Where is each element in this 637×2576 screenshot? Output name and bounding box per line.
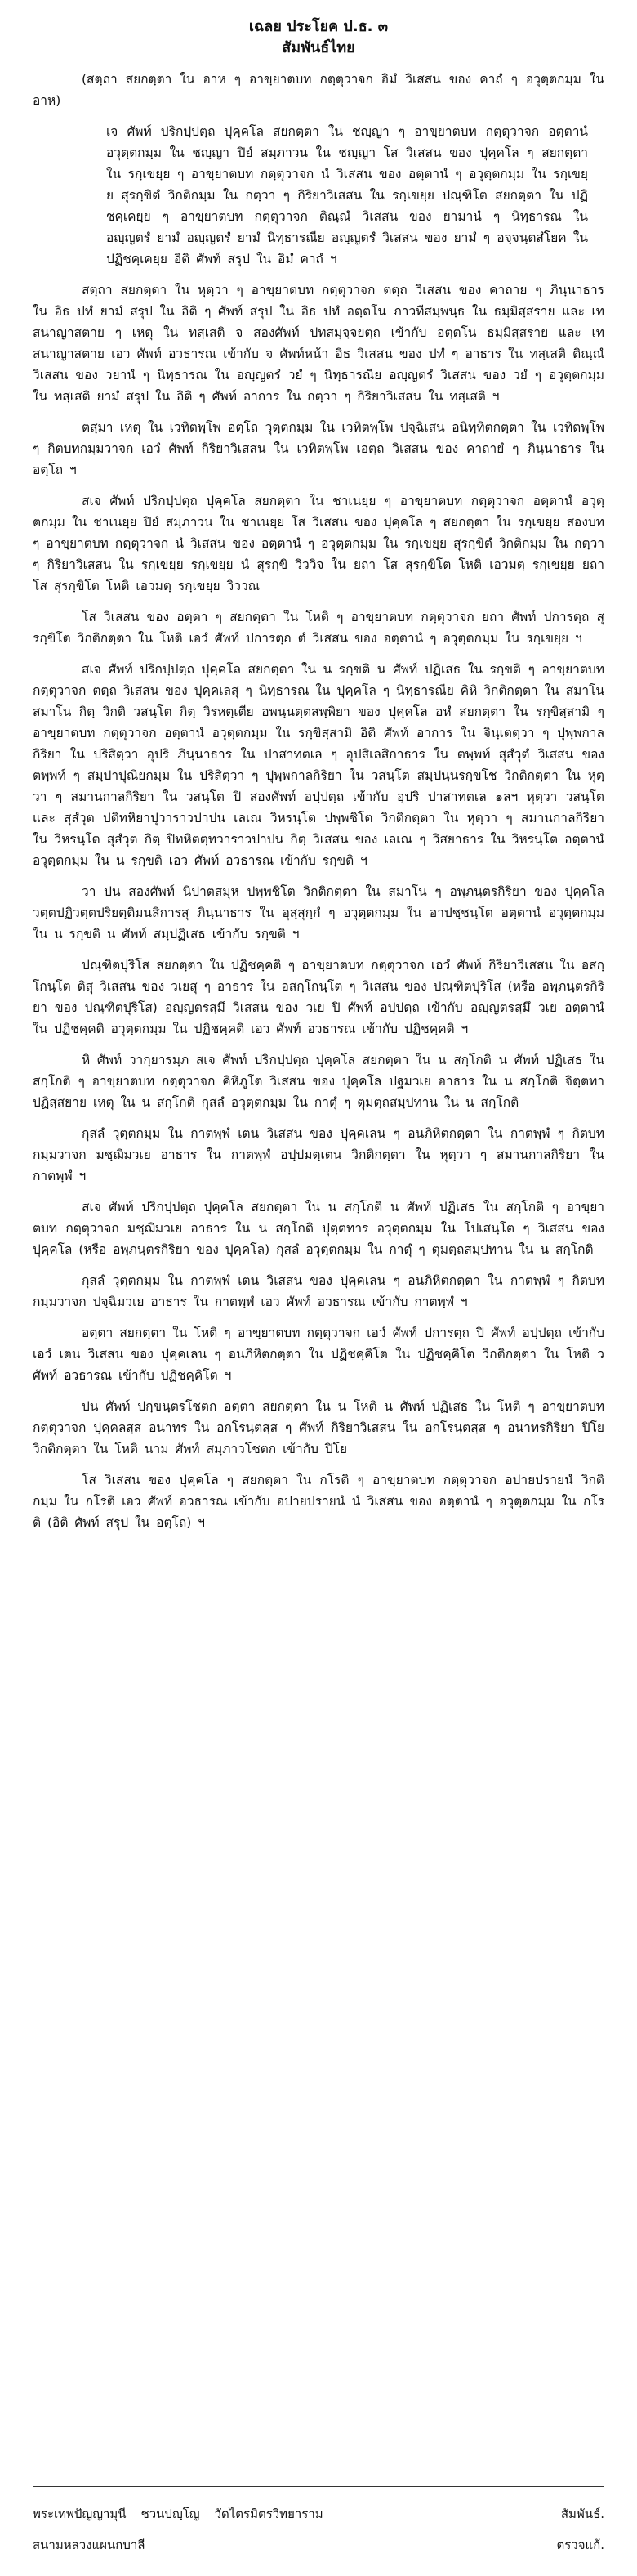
footer-signatory-title: ชวนปญฺโญ (140, 2507, 200, 2521)
footer-signatory-name: พระเทพปัญญามุนี (33, 2507, 127, 2521)
paragraph: กุสลํ วุตฺตกมฺม ใน กาตพฺพํ เตน วิเสสน ของ ปุคฺคเลน ๆ อนภิหิตกตฺตา ใน กาตพฺพํ ๆ กิตบท กมฺมวาจก มชฺฌิมวเย อาธาร ใน กาตพฺพํ อปฺปมตฺเตน วิกติกตฺตา ใน หุตฺวา ๆ สมานกาลกิริยา ใน กาตพฺพํ ฯ (33, 1126, 604, 1183)
paragraph: สตฺถา สยกตฺตา ใน หุตฺวา ๆ อาขฺยาตบท กตฺตุวาจก ตตฺถ วิเสสน ของ คาถาย ๆ ภินฺนาธาร ใน อิธ ปทํ ยามํ สรุป ใน อิติ ๆ ศัพท์ สรุป ใน อิธ ปทํ อตฺตโน ภาวทีสมฺพนฺธ ใน ธมฺมิสฺสราย และ เทสนาญาสตาย ๆ เหตุ ใน ทสฺเสติ จ สองศัพท์ ปทสมุจฺจยตฺถ เข้ากับ อตฺตโน ธมฺมิสฺสราย และ เทสนาญาสตาย เอว ศัพท์ อวธารณ เข้ากับ จ ศัพท์หน้า อิธ วิเสสน ของ ปทํ ๆ อาธาร ใน ทสฺเสติ ติณฺณํ วิเสสน ของ วยานํ ๆ นิทฺธารณ ใน อญฺญตรํ วยํ ๆ นิทฺธารณีย อญฺญตรํ วิเสสน ของ วยํ ๆ อวุตฺตกมฺม ใน ทสฺเสติ ยามํ สรุป ใน อิติ ๆ ศัพท์ อาการ ใน กตฺวา ๆ กิริยาวิเสสน ใน ทสฺเสติ ฯ (33, 283, 604, 404)
document-subtitle: สัมพันธ์ไทย (282, 39, 355, 56)
paragraph: วา ปน สองศัพท์ นิปาตสมุห ปพฺพชิโต วิกติกตฺตา ใน สมาโน ๆ อพฺภนฺตรกิริยา ของ ปุคฺคโล วตฺตปฏิวตฺตปริยตฺติมนสิการสุ ภินฺนาธาร ใน อุสฺสุกฺกํ ๆ อวุตฺตกมฺม ใน อาปชฺชนฺโต อตฺตานํ อวุตฺตกมฺม ใน น รกฺขติ น ศัพท์ สมฺปฏิเสธ เข้ากับ รกฺขติ ฯ (33, 884, 604, 941)
footer-signatory-temple: วัดไตรมิตรวิทยาราม (214, 2507, 323, 2521)
document-body (33, 69, 604, 1533)
paragraph: กุสลํ วุตฺตกมฺม ใน กาตพฺพํ เตน วิเสสน ของ ปุคฺคเลน ๆ อนภิหิตกตฺตา ใน กาตพฺพํ ๆ กิตบท กมฺมวาจก ปจฺฉิมวเย อาธาร ใน กาตพฺพํ เอว ศัพท์ อวธารณ เข้ากับ กาตพฺพํ ฯ (33, 1273, 604, 1309)
paragraph: ปณฺฑิตปุริโส สยกตฺตา ใน ปฏิชคฺคติ ๆ อาขฺยาตบท กตฺตุวาจก เอวํ ศัพท์ กิริยาวิเสสน ใน อสกฺโกนฺโต ติสุ วิเสสน ของ วเยสุ ๆ อาธาร ใน อสกฺโกนฺโต ๆ วิเสสน ของ ปณฺฑิตปุริโส (หรือ อพฺภนฺตรกิริยา ของ ปณฺฑิตปุริโส) อญฺญตรสฺมึ วิเสสน ของ วเย ปิ ศัพท์ อปฺปตฺถ เข้ากับ อญฺญตรสฺมึ วเย อตฺตานํ ใน ปฏิชคฺคติ อวุตฺตกมฺม ใน ปฏิชคฺคติ เอว ศัพท์ อวธารณ เข้ากับ ปฏิชคฺคติ ฯ (33, 958, 604, 1036)
footer-role-2: ตรวจแก้. (556, 2538, 604, 2552)
document-title: เฉลย ประโยค ป.ธ. ๓ (248, 18, 389, 35)
paragraph: ปน ศัพท์ ปกฺขนฺตรโชตก อตฺตา สยกตฺตา ใน น โหติ น ศัพท์ ปฏิเสธ ใน โหติ ๆ อาขฺยาตบท กตฺตุวาจก ปุคฺคลสฺส อนาทร ใน อกโรนฺตสฺส ๆ ศัพท์ กิริยาวิเสสน ใน อกโรนฺตสฺส ๆ อนาทรกิริยา ปิโย วิกติกตฺตา ใน โหติ นาม ศัพท์ สมฺภาวโชตก เข้ากับ ปิโย (33, 1399, 604, 1456)
indented-paragraph: เจ ศัพท์ ปริกปฺปตฺถ ปุคฺคโล สยกตฺตา ใน ชญฺญา ๆ อาขฺยาตบท กตฺตุวาจก อตฺตานํ อวุตฺตกมฺม ใน ชญฺญา ปิยํ สมฺภาวน ใน ชญฺญา โส วิเสสน ของ ปุคฺคโล ๆ สยกตฺตา ใน รกฺเขยฺย ๆ อาขฺยาตบท กตฺตุวาจก นํ วิเสสน ของ อตฺตานํ ๆ อวุตฺตกมฺม ใน รกฺเขยฺย สุรกฺขิตํ วิกติกมฺม ใน กตฺวา ๆ กิริยาวิเสสน ใน รกฺเขยฺย ปณฺฑิโต สยกตฺตา ใน ปฏิชคฺเคยฺย ๆ อาขฺยาตบท กตฺตุวาจก ติณฺณํ วิเสสน ของ ยามานํ ๆ นิทฺธารณ ใน อญฺญตรํ ยามํ อญฺญตรํ ยามํ นิทฺธารณีย อญฺญตรํ วิเสสน ของ ยามํ ๆ อจฺจนฺตสํโยค ใน ปฏิชคฺเคยฺย อิติ ศัพท์ สรุป ใน อิมํ คาถํ ฯ (106, 124, 588, 266)
document-footer (33, 2486, 604, 2560)
footer-signatory (33, 2498, 323, 2529)
paragraph: หิ ศัพท์ วากฺยารมฺภ สเจ ศัพท์ ปริกปฺปตฺถ ปุคฺคโล สยกตฺตา ใน น สกฺโกติ น ศัพท์ ปฏิเสธ ใน สกฺโกติ ๆ อาขฺยาตบท กตฺตุวาจก คิหิภูโต วิเสสน ของ ปุคฺคโล ปฐมวเย อาธาร ใน น สกฺโกติ จิตฺตทาปฏิสฺสยาย เหตุ ใน น สกฺโกติ กุสลํ อวุตฺตกมฺม ใน กาตุํ ๆ ตุมตฺถสมฺปทาน ใน น สกฺโกติ (33, 1053, 604, 1110)
paragraph: สเจ ศัพท์ ปริกปฺปตฺถ ปุคฺคโล สยกตฺตา ใน น รกฺขติ น ศัพท์ ปฏิเสธ ใน รกฺขติ ๆ อาขฺยาตบท กตฺตุวาจก ตตฺถ วิเสสน ของ ปุคฺคเลสุ ๆ นิทฺธารณ ใน ปุคฺคโล ๆ นิทฺธารณีย คิหิ วิกติกตฺตา ใน สมาโน สมาโน กิตฺ วิกติ วสนฺโต กิตฺ วิรหตฺเตีย อพนฺนตฺตสพฺพิยา ของ ปุคฺคโล อหํ สยกตฺตา ใน รกฺขิสฺสามิ ๆ อาขฺยาตบท กตฺตุวาจก อตฺตานํ อวุตฺตกมฺม ใน รกฺขิสฺสามิ อิติ ศัพท์ อาการ ใน จินฺเตตฺวา ๆ ปุพฺพกาลกิริยา ใน ปริสิตฺวา อุปริ ภินฺนาธาร ใน ปาสาทตเล ๆ อุปสิเลสิกาธาร ใน ตพฺพท์ สุสํวุตํ วิเสสน ของ ตพฺพท์ ๆ สมฺปาปุณิยกมฺม ใน ปริสิตฺวา ๆ ปุพฺพกาลกิริยา ใน วสนฺโต สมฺปนฺนรกฺขโช วิกติกตฺตา ใน หุตฺวา ๆ สมานกาลกิริยา ใน วสนฺโต ปิ สองศัพท์ อปฺปตฺถ เข้ากับ อุปริ ปาสาทตเล ๑ลฯ หุตฺวา วสนฺโต และ สุสํวุต ปติทหิยาปุวาราวปาปน เลเณ วิหรนฺโต ปพฺพชิโต วิกติกตฺตา ใน หุตฺวา ๆ สมานกาลกิริยา ใน วิหรนฺโต สุสํวุต กิตฺ ปิทหิตตฺทวาราวปาปน กิตฺ วิเสสน ของ เลเณ ๆ วิสยาธาร ใน วิหรนฺโต อตฺตานํ อวุตฺตกมฺม ใน น รกฺขติ เอว ศัพท์ อวธารณ เข้ากับ รกฺขติ ฯ (33, 662, 604, 868)
document-header (33, 16, 604, 59)
paragraph: อตฺตา สยกตฺตา ใน โหติ ๆ อาขฺยาตบท กตฺตุวาจก เอวํ ศัพท์ ปการตฺถ ปิ ศัพท์ อปฺปตฺถ เข้ากับ เอวํ เตน วิเสสน ของ ปุคฺคเลน ๆ อนภิหิตกตฺตา ใน ปฏิชคฺคิโต ใน ปฏิชคฺคิโต วิกติกตฺตา ใน โหติ ว ศัพท์ อวธารณ เข้ากับ ปฏิชคฺคิโต ฯ (33, 1326, 604, 1383)
paragraph: สเจ ศัพท์ ปริกปฺปตฺถ ปุคฺคโล สยกตฺตา ใน ชาเนยฺย ๆ อาขฺยาตบท กตฺตุวาจก อตฺตานํ อวุตฺตกมฺม ใน ชาเนยฺย ปิยํ สมฺภาวน ใน ชาเนยฺย โส วิเสสน ของ ปุคฺคโล ๆ สยกตฺตา ใน รกฺเขยฺย สองบท ๆ อาขฺยาตบท กตฺตุวาจก นํ วิเสสน ของ อตฺตานํ ๆ อวุตฺตกมฺม ใน รกฺเขยฺย สุรกฺขิตํ วิกติกมฺม ใน กตฺวา ๆ กิริยาวิเสสน ใน รกฺเขยฺย รกฺเขยฺย นํ สุรกฺขิ วิววิจ ใน ยถา โส สุรกฺขิโต โหติ เอวมตฺ รกฺเขยฺย ยถา โส สุรกฺขิโต โหติ เอวมตฺ รกฺเขยฺย วิววณ (33, 494, 604, 593)
paragraph: ตสฺมา เหตุ ใน เวทิตพฺโพ อตฺโถ วุตฺตกมฺม ใน เวทิตพฺโพ ปจฺฉิเสน อนิทฺทิตกตฺตา ใน เวทิตพฺโพ ๆ กิตบทกมฺมวาจก เอวํ ศัพท์ กิริยาวิเสสน ใน เวทิตพฺโพ เอตฺถ วิเสสน ของ คาถายํ ๆ ภินฺนาธาร ใน อตฺโถ ฯ (33, 420, 604, 477)
paragraph: สเจ ศัพท์ ปริกปฺปตฺถ ปุคฺคโล สยกตฺตา ใน น สกฺโกติ น ศัพท์ ปฏิเสธ ใน สกฺโกติ ๆ อาขฺยาตบท กตฺตุวาจก มชฺฌิมวเย อาธาร ใน น สกฺโกติ ปุตฺตทาร อวุตฺตกมฺม ใน โปเสนฺโต ๆ วิเสสน ของ ปุคฺคโล (หรือ อพฺภนฺตรกิริยา ของ ปุคฺคโล) กุสลํ อวุตฺตกมฺม ใน กาตุํ ๆ ตุมตฺถสมฺปทาน ใน น สกฺโกติ (33, 1200, 604, 1257)
footer-row-2 (33, 2529, 604, 2560)
paragraph: (สตฺถา สยกตฺตา ใน อาห ๆ อาขฺยาตบท กตฺตุวาจก อิมํ วิเสสน ของ คาถํ ๆ อวุตฺตกมฺม ใน อาห) (33, 72, 604, 108)
paragraph: โส วิเสสน ของ ปุคฺคโล ๆ สยกตฺตา ใน กโรติ ๆ อาขฺยาตบท กตฺตุวาจก อปายปรายนํ วิกติกมฺม ใน กโรติ เอว ศัพท์ อวธารณ เข้ากับ อปายปรายนํ นํ วิเสสน ของ อตฺตานํ ๆ อวุตฺตกมฺม ใน กโรติ (อิติ ศัพท์ สรุป ใน อตฺโถ) ฯ (33, 1473, 604, 1530)
footer-row-1 (33, 2498, 604, 2529)
paragraph: โส วิเสสน ของ อตฺตา ๆ สยกตฺตา ใน โหติ ๆ อาขฺยาตบท กตฺตุวาจก ยถา ศัพท์ ปการตฺถ สุรกฺขิโต วิกติกตฺตา ใน โหติ เอวํ ศัพท์ ปการตฺถ ตํ วิเสสน ของ อตฺตานํ ๆ อวุตฺตกมฺม ใน รกฺเขยฺย ฯ (33, 610, 604, 646)
footer-organization: สนามหลวงแผนกบาลี (33, 2538, 145, 2552)
footer-role-1: สัมพันธ์. (560, 2507, 604, 2521)
